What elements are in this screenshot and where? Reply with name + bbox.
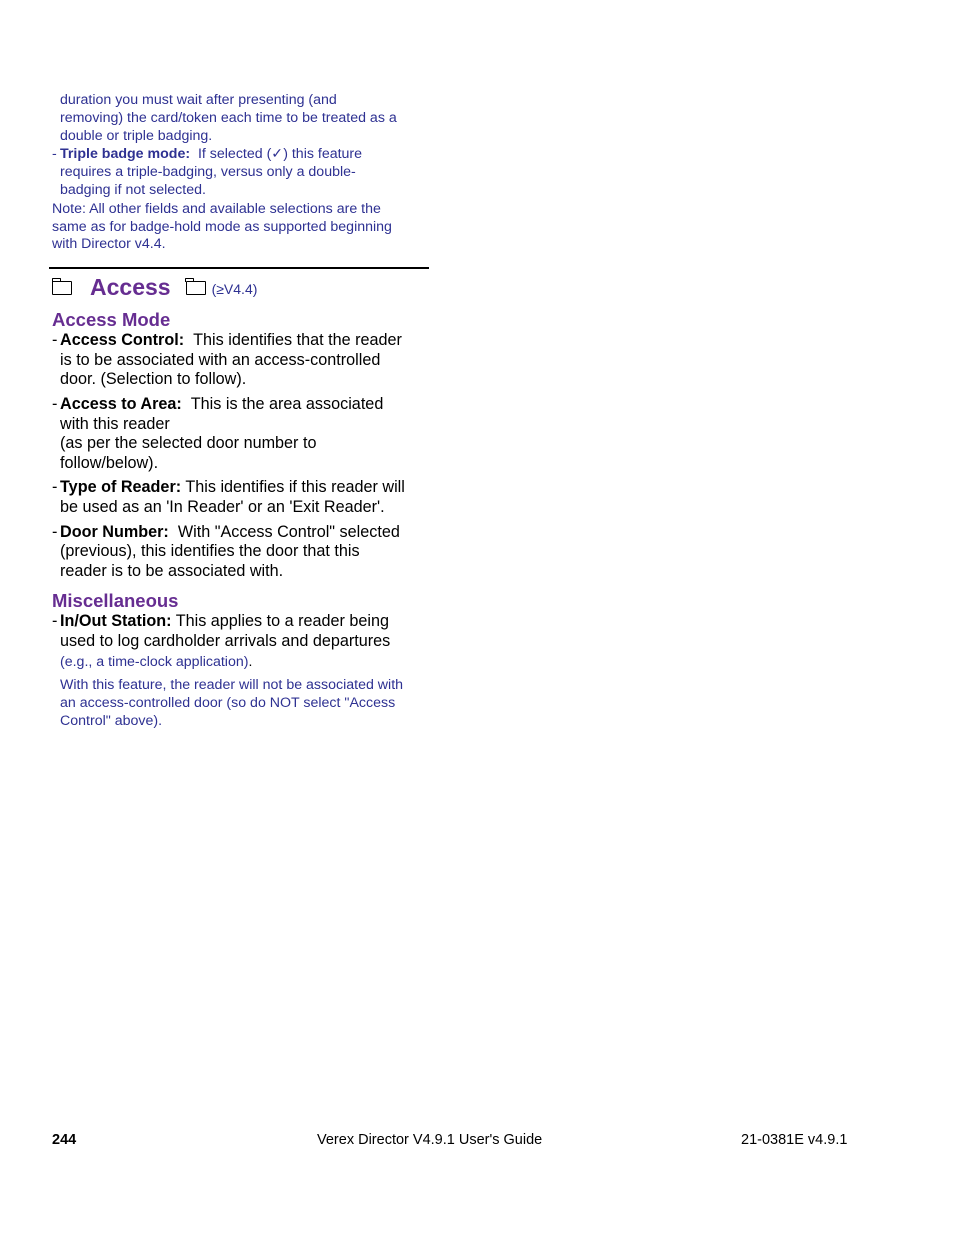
folder-icon: [186, 281, 206, 295]
door-number-item: - Door Number: With "Access Control" selected (previous), this identifies the door that this reader is to be associated with.: [52, 522, 400, 580]
note-paragraph: Note: All other fields and available selections are the same as for badge-hold mode as supported beginning with Director v4.4.: [52, 200, 392, 253]
miscellaneous-heading: Miscellaneous: [52, 590, 179, 612]
footer-doc-number: 21-0381E v4.9.1: [741, 1132, 848, 1148]
section-title: Access: [90, 273, 171, 300]
in-out-station-item: - In/Out Station: This applies to a reader being used to log cardholder arrivals and departures (e.g., a time-clock application).: [52, 612, 391, 671]
access-mode-heading: Access Mode: [52, 309, 171, 331]
section-header: [52, 272, 430, 302]
section-divider: [49, 267, 429, 269]
triple-badge-item: - Triple badge mode: If selected (✓) this feature requires a triple-badging, versus only a double- badging if not selected.: [52, 146, 363, 198]
access-to-area-item: - Access to Area: This is the area associated with this reader (as per the selected door number to follow/below).: [52, 394, 384, 472]
type-of-reader-item: - Type of Reader: This identifies if this reader will be used as an 'In Reader' or an 'Exit Reader'.: [52, 478, 405, 516]
footer-title: Verex Director V4.9.1 User's Guide: [317, 1132, 543, 1148]
version-label: (≥V4.4): [211, 281, 258, 298]
page-number: 244: [52, 1132, 77, 1148]
access-control-item: - Access Control: This identifies that the reader is to be associated with an access-controlled door. (Selection to follow).: [52, 331, 402, 389]
page-content: [52, 92, 430, 731]
triple-badge-label: Triple badge mode:: [60, 146, 191, 163]
folder-icon: [52, 281, 72, 295]
continued-paragraph: duration you must wait after presenting (and removing) the card/token each time to be treated as a double or triple badging.: [60, 92, 397, 144]
in-out-note: With this feature, the reader will not be associated with an access-controlled door (so do NOT select "Access Control" above).: [60, 677, 404, 729]
